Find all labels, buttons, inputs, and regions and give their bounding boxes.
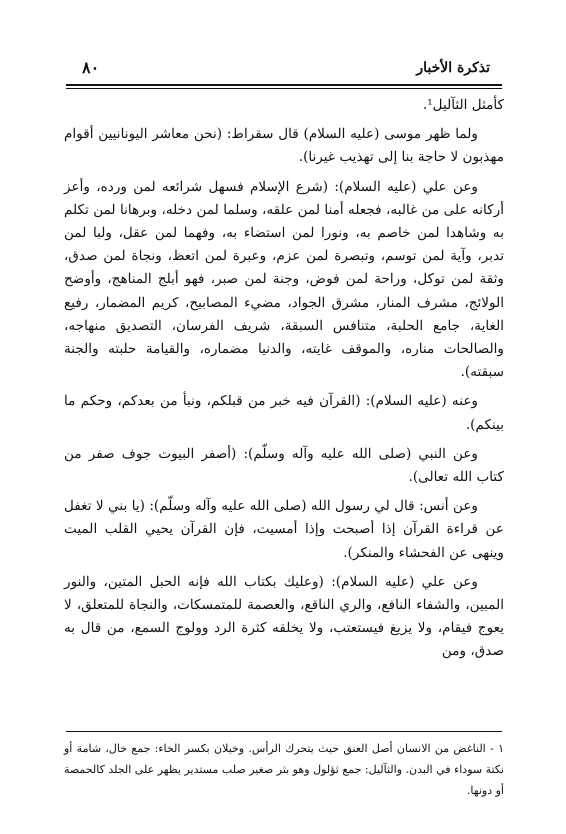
page-header xyxy=(66,58,502,82)
paragraph: وعن علي (عليه السلام): (وعليك بكتاب الله فإنه الحبل المتين، والنور المبين، والشفاء النافع، والري الناقع، والعصمة للمتمسكات، والنجاة للمتعلق، لا يعوج فيقام، ولا يزيغ فيستعتب، ولا يخلقه كثرة الرد وولوج السمع، من قال به صدق، ومن xyxy=(64,573,504,660)
page-number: ٨٠ xyxy=(82,58,100,77)
footnote: ١ - الناغض من الانسان أصل العنق حيث يتحرك الرأس. وخيلان بكسر الخاء: جمع خال، شامة أو نكتة سوداء في البدن. والثآليل: جمع ثؤلول وهو بثر صغير صلب مستدير يظهر على الجلد كالحمصة أو دونها. xyxy=(64,742,504,797)
header-rule-thin xyxy=(66,88,502,89)
main-text xyxy=(64,94,504,670)
paragraph: ولما ظهر موسى (عليه السلام) قال سقراط: (نحن معاشر اليونانيين أقوام مهذبون لا حاجة بنا إلى تهذيب غيرنا). xyxy=(64,126,504,166)
paragraph: كأمثل الثآليل¹. xyxy=(422,97,504,113)
running-title: تذكرة الأخبار xyxy=(416,60,490,76)
header-rule xyxy=(66,84,502,86)
footnote-rule xyxy=(66,731,502,732)
paragraph: وعن النبي (صلى الله عليه وآله وسلّم): (أصفر البيوت جوف صفر من كتاب الله تعالى). xyxy=(64,445,504,486)
paragraph: وعن أنس: قال لي رسول الله (صلى الله عليه وآله وسلّم): (يا بني لا تغفل عن قراءة القرآن إذا أصبحت وإذا أمسيت، فإن القرآن يحيي القلب الميت وينهى عن الفحشاء والمنكر). xyxy=(64,498,504,561)
paragraph: وعنه (عليه السلام): (القرآن فيه خبر من قبلكم، ونبأ من بعدكم، وحكم ما بينكم). xyxy=(64,393,504,433)
paragraph: وعن علي (عليه السلام): (شرع الإسلام فسهل شرائعه لمن ورده، وأعز أركانه على من غالبه، فجعله أمنا لمن علقه، وسلما لمن دخله، وبرهانا لمن تكلم به وشاهدا لمن خاصم به، ونورا لمن استضاء به، وفهما لمن عقل، ولبا لمن تدبر، وآية لمن توسم، وتبصرة لمن عزم، وعبرة لمن اتعظ، ونجاة لمن صدق، وثقة لمن توكل، وراحة لمن فوض، وجنة لمن صبر، فهو أبلج المناهج، وأوضح الولائج، مشرف المنار، مشرق الجواد، مضيء المصابيح، كريم المضمار، رفيع الغاية، جامع الحلبة، متنافس السبقة، شريف الفرسان، التصديق منهاجه، والصالحات مناره، والموقف غايته، والدنيا مضماره، والقيامة حلبته والجنة سبقته). xyxy=(64,178,504,381)
